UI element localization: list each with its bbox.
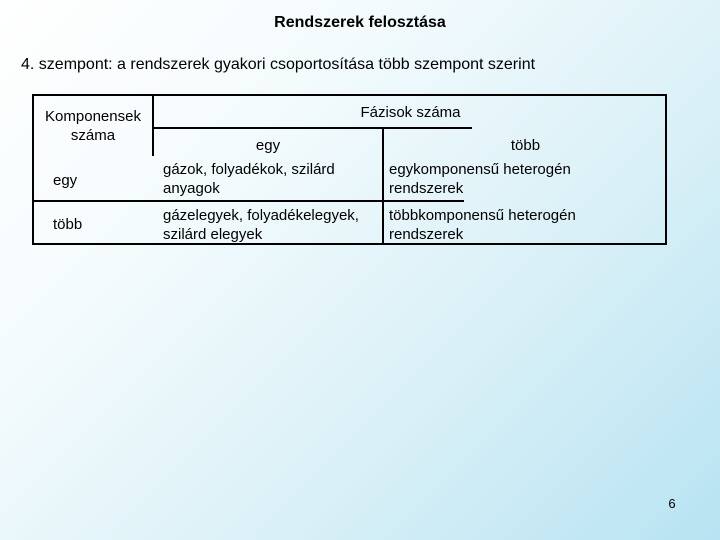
page-number: 6 <box>668 496 676 511</box>
divider-row1-middle <box>152 200 384 202</box>
divider-row1-left <box>34 200 152 202</box>
col-header-multi-phase: több <box>510 137 541 154</box>
slide-title: Rendszerek felosztása <box>274 14 446 31</box>
cell-multi-comp-one-phase: gázelegyek, folyadékelegyek, szilárd elegyek <box>163 207 359 243</box>
row-label-one-component: egy <box>53 172 78 189</box>
cell-multi-comp-multi-phase: többkomponensű heterogén rendszerek <box>389 207 576 243</box>
col-header-one-phase: egy <box>255 137 281 154</box>
divider-row1-right <box>384 200 464 202</box>
cell-one-comp-multi-phase: egykomponensű heterogén rendszerek <box>389 161 571 197</box>
corner-header: Komponensek száma <box>45 108 141 144</box>
group-header: Fázisok száma <box>360 104 461 121</box>
slide-subtitle: 4. szempont: a rendszerek gyakori csoportosítása több szempont szerint <box>21 56 536 73</box>
row-label-multi-component: több <box>53 216 83 233</box>
cell-one-comp-one-phase: gázok, folyadékok, szilárd anyagok <box>163 161 335 197</box>
divider-subheader <box>152 127 472 129</box>
classification-table <box>32 94 667 245</box>
